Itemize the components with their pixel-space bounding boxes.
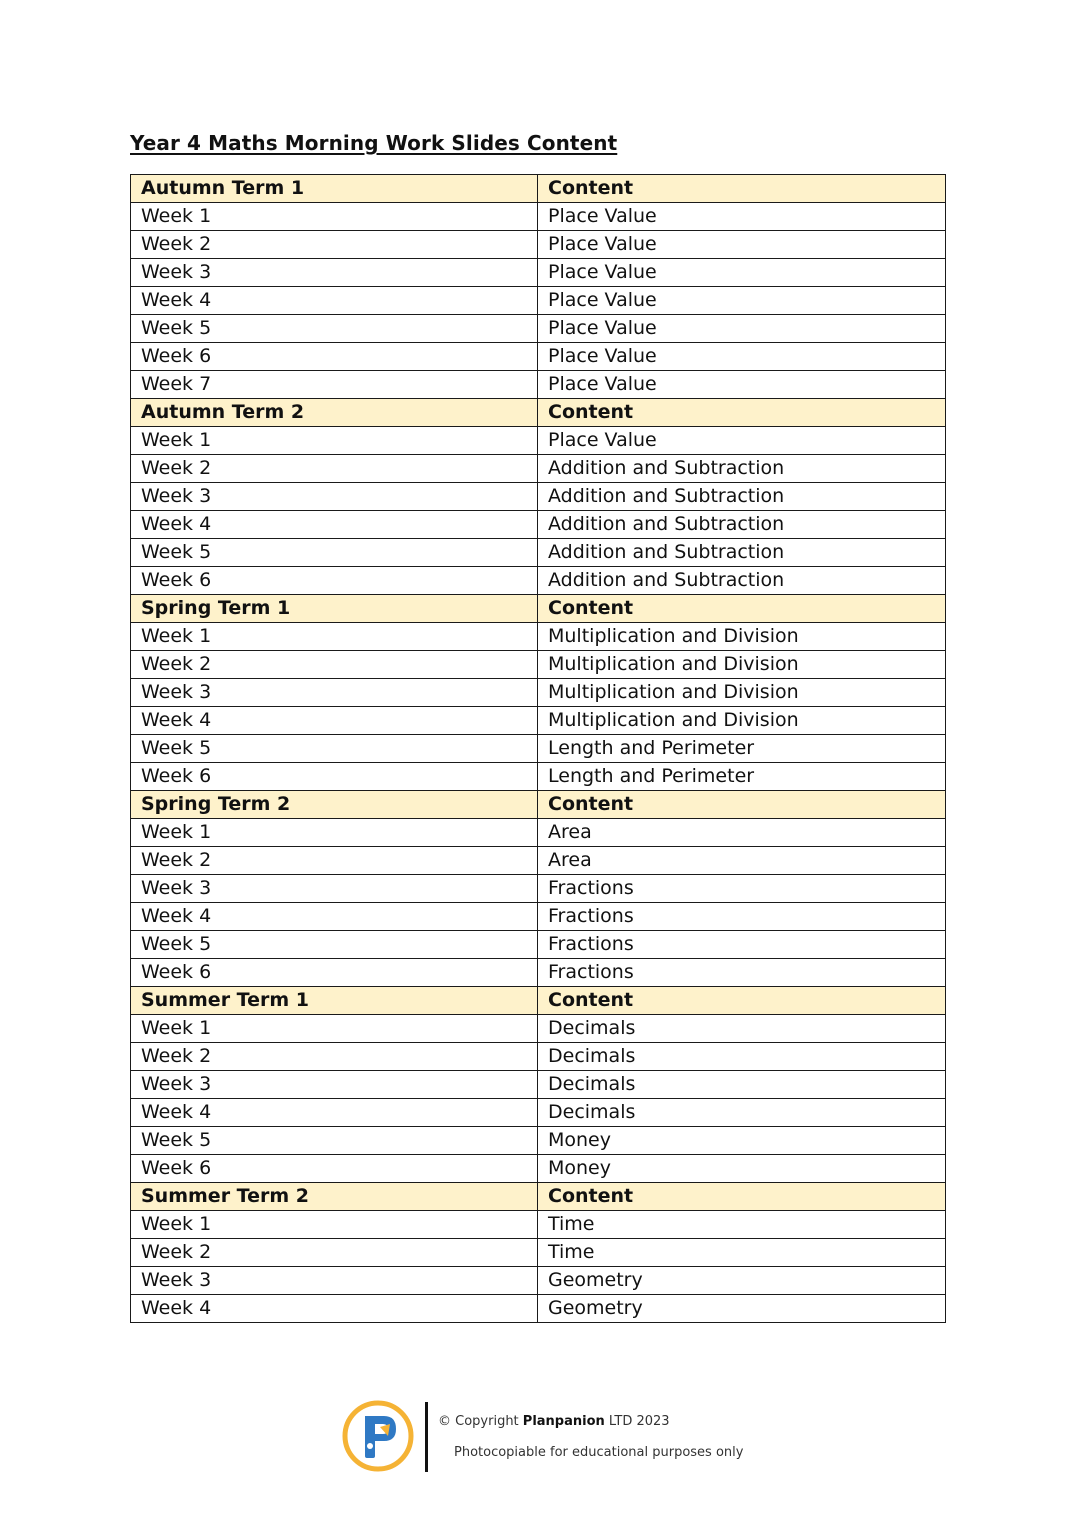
table-row [131, 1099, 946, 1127]
content-column-header: Content [538, 987, 946, 1015]
table-row [131, 203, 946, 231]
content-cell: Multiplication and Division [538, 679, 946, 707]
table-row [131, 623, 946, 651]
copyright-suffix: LTD 2023 [604, 1414, 670, 1429]
content-cell: Geometry [538, 1267, 946, 1295]
table-row [131, 679, 946, 707]
week-cell: Week 4 [131, 287, 538, 315]
week-cell: Week 4 [131, 903, 538, 931]
table-row [131, 959, 946, 987]
week-cell: Week 5 [131, 539, 538, 567]
table-row [131, 427, 946, 455]
footer-divider [425, 1402, 428, 1472]
photocopy-notice: Photocopiable for educational purposes only [454, 1445, 744, 1460]
term-name: Summer Term 1 [131, 987, 538, 1015]
week-cell: Week 5 [131, 1127, 538, 1155]
term-name: Autumn Term 1 [131, 175, 538, 203]
week-cell: Week 3 [131, 1071, 538, 1099]
content-cell: Length and Perimeter [538, 735, 946, 763]
content-cell: Area [538, 847, 946, 875]
table-row [131, 1155, 946, 1183]
table-row [131, 1267, 946, 1295]
term-name: Spring Term 2 [131, 791, 538, 819]
content-cell: Money [538, 1127, 946, 1155]
table-row [131, 1239, 946, 1267]
footer [340, 1398, 760, 1478]
table-row [131, 1071, 946, 1099]
schedule-body [131, 175, 946, 1323]
table-row [131, 651, 946, 679]
week-cell: Week 4 [131, 511, 538, 539]
content-cell: Decimals [538, 1043, 946, 1071]
week-cell: Week 3 [131, 875, 538, 903]
table-row [131, 1127, 946, 1155]
table-row [131, 763, 946, 791]
week-cell: Week 6 [131, 343, 538, 371]
week-cell: Week 2 [131, 1239, 538, 1267]
content-cell: Fractions [538, 903, 946, 931]
content-column-header: Content [538, 595, 946, 623]
term-name: Spring Term 1 [131, 595, 538, 623]
content-column-header: Content [538, 399, 946, 427]
content-cell: Addition and Subtraction [538, 511, 946, 539]
week-cell: Week 3 [131, 679, 538, 707]
content-cell: Multiplication and Division [538, 707, 946, 735]
term-name: Autumn Term 2 [131, 399, 538, 427]
week-cell: Week 1 [131, 427, 538, 455]
term-header-row [131, 399, 946, 427]
table-row [131, 371, 946, 399]
content-cell: Decimals [538, 1015, 946, 1043]
content-cell: Place Value [538, 203, 946, 231]
content-column-header: Content [538, 791, 946, 819]
week-cell: Week 4 [131, 1295, 538, 1323]
content-cell: Area [538, 819, 946, 847]
week-cell: Week 2 [131, 651, 538, 679]
table-row [131, 1015, 946, 1043]
term-header-row [131, 987, 946, 1015]
table-row [131, 875, 946, 903]
week-cell: Week 1 [131, 1015, 538, 1043]
week-cell: Week 5 [131, 315, 538, 343]
week-cell: Week 3 [131, 483, 538, 511]
table-row [131, 483, 946, 511]
content-cell: Money [538, 1155, 946, 1183]
content-cell: Place Value [538, 287, 946, 315]
table-row [131, 1211, 946, 1239]
term-header-row [131, 1183, 946, 1211]
content-cell: Fractions [538, 931, 946, 959]
table-row [131, 819, 946, 847]
week-cell: Week 6 [131, 959, 538, 987]
content-cell: Length and Perimeter [538, 763, 946, 791]
content-cell: Place Value [538, 231, 946, 259]
content-cell: Place Value [538, 343, 946, 371]
content-cell: Place Value [538, 315, 946, 343]
week-cell: Week 2 [131, 1043, 538, 1071]
copyright-line [438, 1414, 670, 1429]
content-cell: Multiplication and Division [538, 651, 946, 679]
content-cell: Multiplication and Division [538, 623, 946, 651]
week-cell: Week 6 [131, 763, 538, 791]
content-cell: Addition and Subtraction [538, 455, 946, 483]
week-cell: Week 4 [131, 1099, 538, 1127]
week-cell: Week 6 [131, 567, 538, 595]
table-row [131, 259, 946, 287]
table-row [131, 539, 946, 567]
table-row [131, 903, 946, 931]
content-cell: Decimals [538, 1071, 946, 1099]
planpanion-logo-icon [342, 1400, 414, 1472]
table-row [131, 847, 946, 875]
content-cell: Time [538, 1211, 946, 1239]
week-cell: Week 4 [131, 707, 538, 735]
content-cell: Time [538, 1239, 946, 1267]
content-cell: Addition and Subtraction [538, 567, 946, 595]
week-cell: Week 2 [131, 847, 538, 875]
week-cell: Week 5 [131, 735, 538, 763]
content-cell: Place Value [538, 371, 946, 399]
table-row [131, 511, 946, 539]
week-cell: Week 2 [131, 455, 538, 483]
table-row [131, 287, 946, 315]
table-row [131, 567, 946, 595]
schedule-table [130, 174, 946, 1323]
table-row [131, 455, 946, 483]
table-row [131, 231, 946, 259]
week-cell: Week 3 [131, 259, 538, 287]
term-header-row [131, 791, 946, 819]
brand-name: Planpanion [522, 1414, 605, 1429]
week-cell: Week 1 [131, 623, 538, 651]
table-row [131, 1043, 946, 1071]
table-row [131, 315, 946, 343]
document-title: Year 4 Maths Morning Work Slides Content [130, 131, 618, 155]
table-row [131, 735, 946, 763]
content-cell: Addition and Subtraction [538, 539, 946, 567]
week-cell: Week 1 [131, 203, 538, 231]
content-cell: Place Value [538, 259, 946, 287]
copyright-prefix: © Copyright [438, 1414, 523, 1429]
content-cell: Geometry [538, 1295, 946, 1323]
week-cell: Week 3 [131, 1267, 538, 1295]
content-cell: Fractions [538, 959, 946, 987]
content-cell: Addition and Subtraction [538, 483, 946, 511]
week-cell: Week 1 [131, 1211, 538, 1239]
term-header-row [131, 175, 946, 203]
term-header-row [131, 595, 946, 623]
week-cell: Week 6 [131, 1155, 538, 1183]
content-cell: Fractions [538, 875, 946, 903]
table-row [131, 707, 946, 735]
table-row [131, 343, 946, 371]
week-cell: Week 5 [131, 931, 538, 959]
week-cell: Week 7 [131, 371, 538, 399]
table-row [131, 931, 946, 959]
content-column-header: Content [538, 175, 946, 203]
term-name: Summer Term 2 [131, 1183, 538, 1211]
table-row [131, 1295, 946, 1323]
week-cell: Week 1 [131, 819, 538, 847]
week-cell: Week 2 [131, 231, 538, 259]
content-column-header: Content [538, 1183, 946, 1211]
content-cell: Decimals [538, 1099, 946, 1127]
content-cell: Place Value [538, 427, 946, 455]
